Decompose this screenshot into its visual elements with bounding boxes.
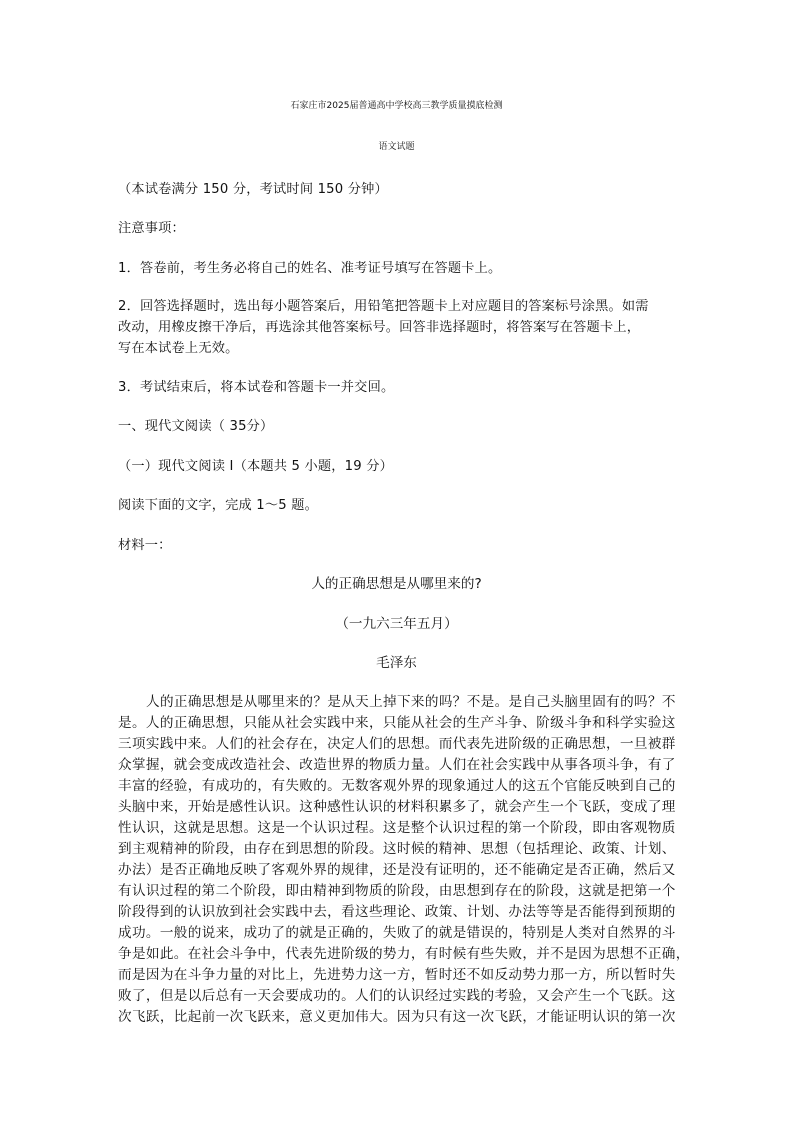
exam-info: （本试卷满分 150 分，考试时间 150 分钟） — [118, 182, 388, 197]
notice-heading: 注意事项： — [118, 221, 185, 236]
article-line: 到主观精神的阶段，由存在到思想的阶段。这时候的精神、思想（包括理论、政策、计划、 — [118, 841, 676, 857]
notice-item-2-line: 2．回答选择题时，选出每小题答案后，用铅笔把答题卡上对应题目的答案标号涂黑。如需 — [118, 299, 649, 314]
article-line: 性认识，这就是思想。这是一个认识过程。这是整个认识过程的第一个阶段，即由客观物质 — [118, 820, 676, 836]
notice-item-2-line: 写在本试卷上无效。 — [118, 341, 239, 356]
notice-item-1: 1．答卷前，考生务必将自己的姓名、准考证号填写在答题卡上。 — [118, 261, 502, 276]
article-line: 阶段得到的认识放到社会实践中去，看这些理论、政策、计划、办法等等是否能得到预期的 — [118, 904, 676, 920]
article-line: 次飞跃，比起前一次飞跃来，意义更加伟大。因为只有这一次飞跃，才能证明认识的第一次 — [118, 1009, 676, 1025]
article-line: 是。人的正确思想，只能从社会实践中来，只能从社会的生产斗争、阶级斗争和科学实验这 — [118, 715, 676, 731]
section-title: 一、现代文阅读（ 35分） — [118, 419, 274, 434]
article-line: 三项实践中来。人们的社会存在，决定人们的思想。而代表先进阶级的正确思想，一旦被群 — [118, 736, 676, 752]
exam-header-title: 石家庄市2025届普通高中学校高三教学质量摸底检测 — [290, 101, 503, 111]
notice-item-2-line: 改动，用橡皮擦干净后，再选涂其他答案标号。回答非选择题时，将答案写在答题卡上， — [118, 320, 641, 335]
article-line: 有认识过程的第二个阶段，即由精神到物质的阶段，由思想到存在的阶段，这就是把第一个 — [118, 883, 676, 899]
material-label: 材料一： — [118, 538, 172, 553]
article-date: （一九六三年五月） — [335, 616, 458, 632]
section-subtitle: （一）现代文阅读 Ⅰ（本题共 5 小题，19 分） — [118, 459, 394, 474]
article-line: 成功。一般的说来，成功了的就是正确的，失败了的就是错误的，特别是人类对自然界的斗 — [118, 925, 676, 941]
article-line: 众掌握，就会变成改造社会、改造世界的物质力量。人们在社会实践中从事各项斗争，有了 — [118, 757, 676, 773]
article-line: 争是如此。在社会斗争中，代表先进阶级的势力，有时候有些失败，并不是因为思想不正确， — [118, 946, 690, 962]
article-line: 败了，但是以后总有一天会要成功的。人们的认识经过实践的考验，又会产生一个飞跃。这 — [118, 988, 676, 1004]
exam-subject: 语文试题 — [378, 142, 415, 152]
reading-instruction: 阅读下面的文字，完成 1～5 题。 — [118, 498, 319, 513]
article-line: 办法）是否正确地反映了客观外界的规律，还是没有证明的，还不能确定是否正确，然后又 — [118, 862, 676, 878]
article-line: 而是因为在斗争力量的对比上，先进势力这一方，暂时还不如反动势力那一方，所以暂时失 — [118, 967, 676, 983]
article-line: 头脑中来，开始是感性认识。这种感性认识的材料积累多了，就会产生一个飞跃，变成了理 — [118, 799, 676, 815]
article-line: 丰富的经验，有成功的，有失败的。无数客观外界的现象通过人的这五个官能反映到自己的 — [118, 778, 676, 794]
article-title: 人的正确思想是从哪里来的? — [311, 576, 482, 592]
article-author: 毛泽东 — [376, 655, 417, 671]
article-line: 人的正确思想是从哪里来的？是从天上掉下来的吗？不是。是自己头脑里固有的吗？不 — [146, 694, 676, 710]
notice-item-3: 3．考试结束后，将本试卷和答题卡一并交回。 — [118, 380, 395, 395]
